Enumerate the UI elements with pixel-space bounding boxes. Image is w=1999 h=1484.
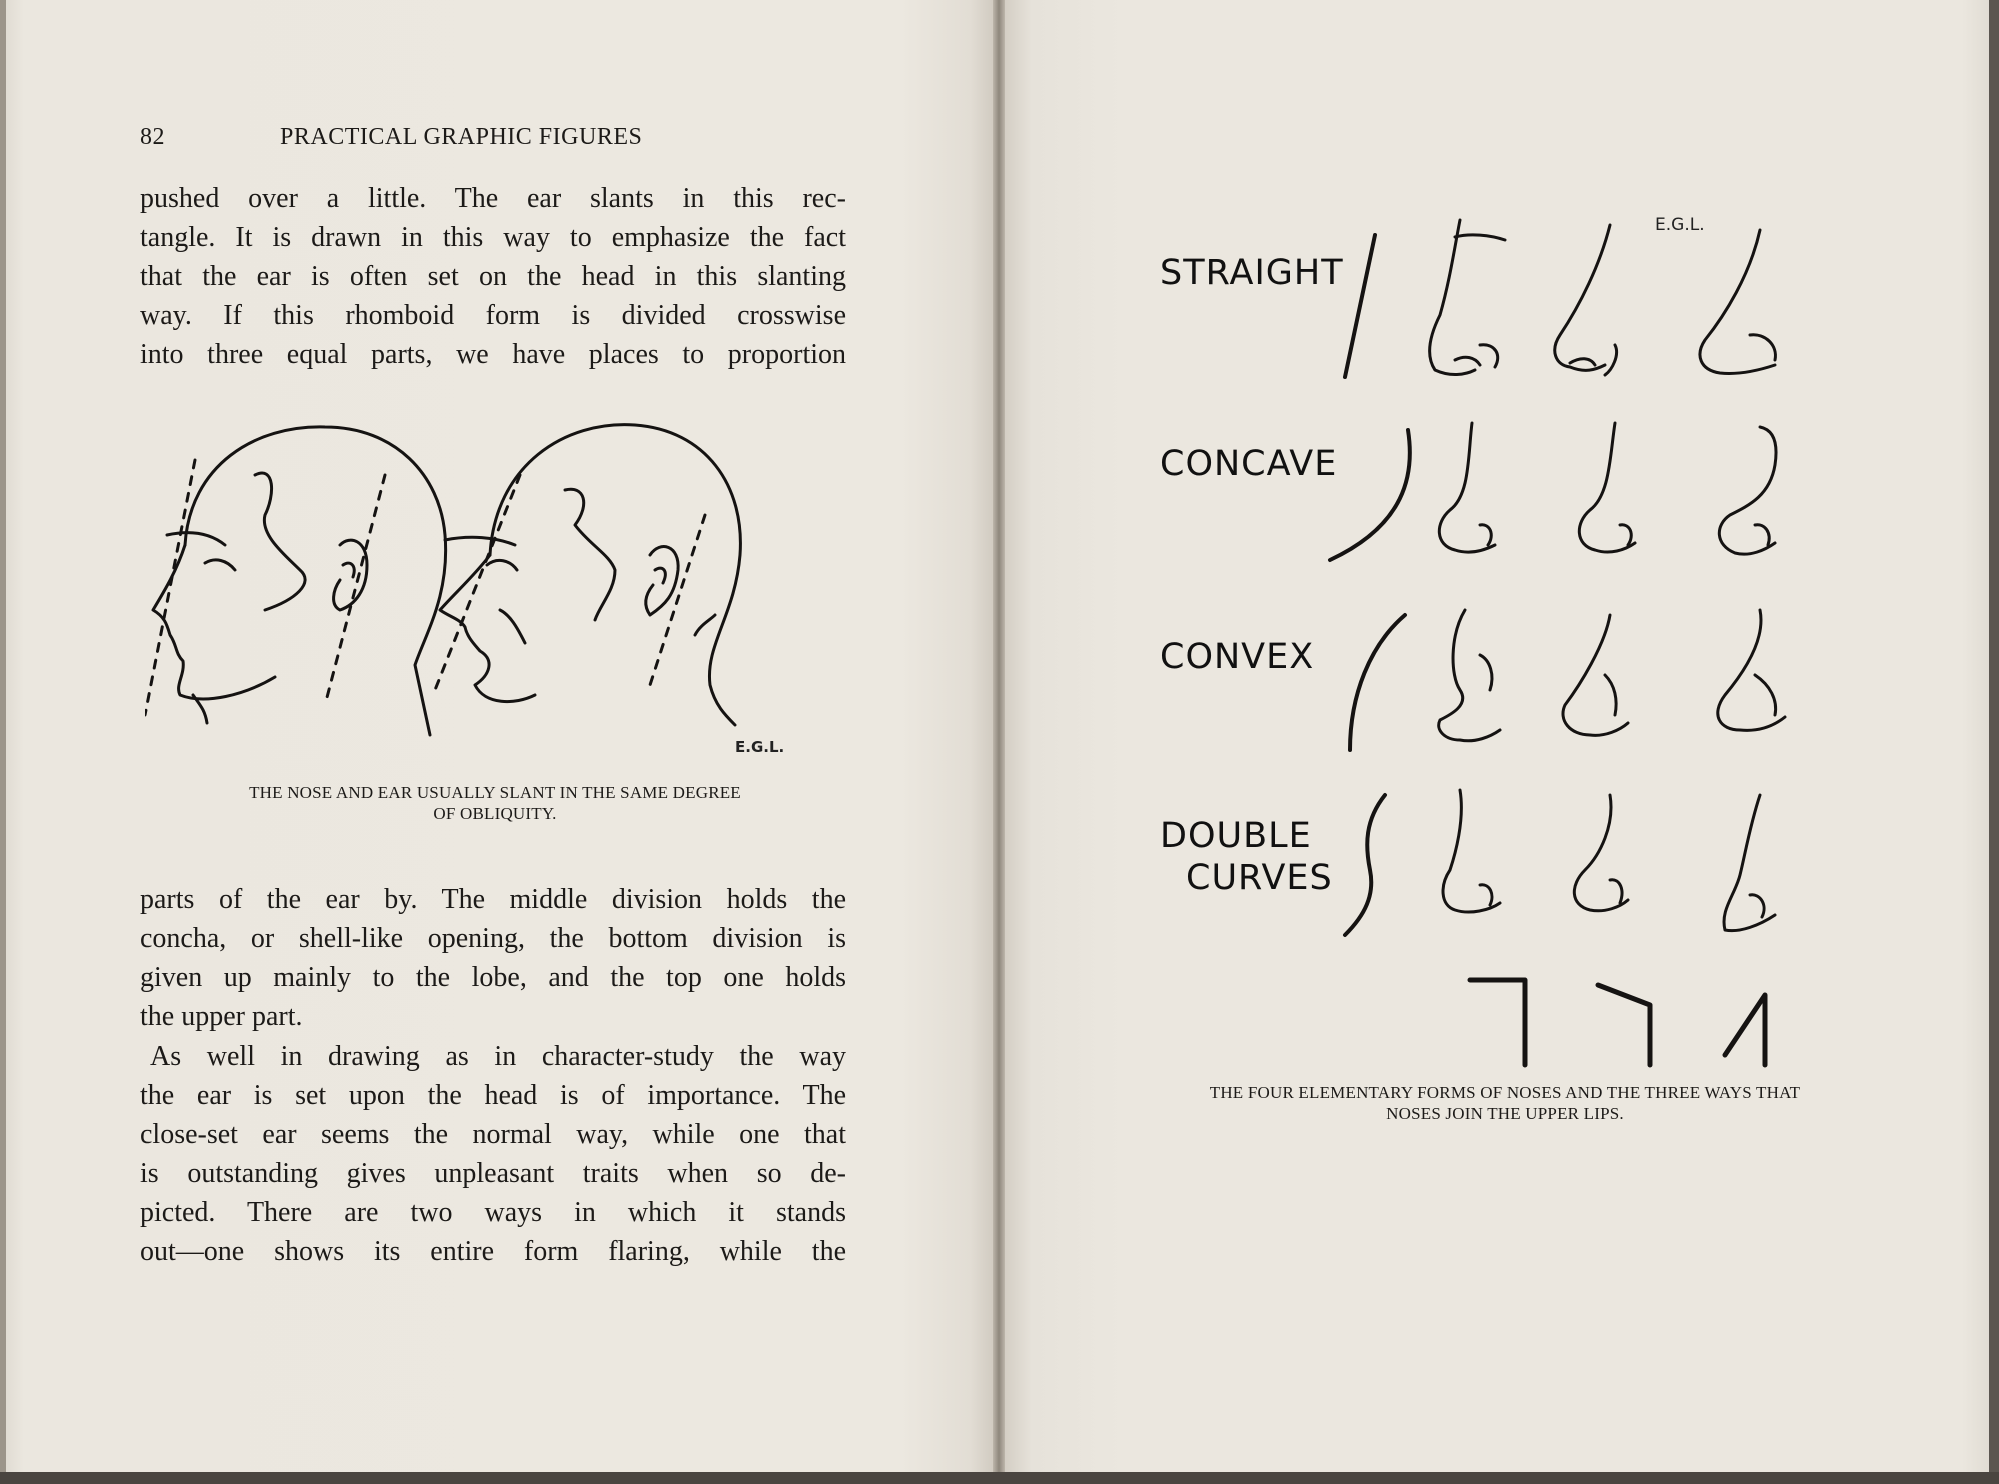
running-head: [140, 124, 720, 158]
paragraph-2: [140, 880, 846, 1036]
label-double-line-1: DOUBLE: [1160, 816, 1312, 856]
figure-caption-left: [150, 782, 840, 824]
head-profile-1: [145, 427, 446, 735]
text-line: pushed over a little. The ear slants in this rec-: [140, 183, 846, 214]
caption-line: THE NOSE AND EAR USUALLY SLANT IN THE SAME DEGREE: [249, 783, 741, 802]
caption-line: NOSES JOIN THE UPPER LIPS.: [1386, 1104, 1624, 1123]
text-line: given up mainly to the lobe, and the top one holds: [140, 962, 846, 993]
left-page-edge: [0, 0, 6, 1484]
paragraph-1: [140, 179, 846, 374]
illustrator-signature-left: E.G.L.: [735, 738, 785, 756]
text-line: into three equal parts, we have places to proportion: [140, 339, 846, 370]
text-line: the ear is set upon the head is of importance. The: [140, 1080, 846, 1111]
text-line: picted. There are two ways in which it stands: [140, 1197, 846, 1228]
head-profile-2: [435, 425, 740, 725]
row-double-curves: [1345, 790, 1775, 935]
illustrator-signature-right: E.G.L.: [1655, 215, 1705, 235]
book-gutter: [993, 0, 1005, 1484]
row-straight: [1345, 220, 1775, 377]
label-concave: CONCAVE: [1160, 444, 1338, 484]
label-straight: STRAIGHT: [1160, 253, 1344, 293]
text-line: As well in drawing as in character-study the way: [150, 1041, 846, 1072]
bottom-edge: [0, 1472, 1999, 1484]
right-page-edge: [1989, 0, 1999, 1484]
text-line: that the ear is often set on the head in this slanting: [140, 261, 846, 292]
paragraph-3: [140, 1037, 846, 1271]
label-convex: CONVEX: [1160, 637, 1315, 677]
row-concave: [1330, 423, 1776, 560]
text-line: out—one shows its entire form flaring, while the: [140, 1236, 846, 1267]
text-line: tangle. It is drawn in this way to emphasize the fact: [140, 222, 846, 253]
text-line: is outstanding gives unpleasant traits when so de-: [140, 1158, 846, 1189]
figure-caption-right: [1140, 1082, 1870, 1124]
caption-line: THE FOUR ELEMENTARY FORMS OF NOSES AND THE THREE WAYS THAT: [1209, 1083, 1801, 1102]
text-line: way. If this rhomboid form is divided crosswise: [140, 300, 846, 331]
text-line: the upper part.: [140, 1001, 303, 1032]
caption-line: OF OBLIQUITY.: [433, 804, 557, 823]
nose-forms-illustration: [1150, 205, 1870, 1075]
running-title: PRACTICAL GRAPHIC FIGURES: [280, 124, 643, 150]
text-line: concha, or shell-like opening, the bottom division is: [140, 923, 846, 954]
label-double-line-2: CURVES: [1186, 858, 1333, 898]
text-line: close-set ear seems the normal way, while one that: [140, 1119, 846, 1150]
row-lip-junctions: [1470, 980, 1765, 1065]
heads-illustration: [145, 405, 845, 775]
text-line: parts of the ear by. The middle division holds the: [140, 884, 846, 915]
page-number: 82: [140, 124, 165, 150]
row-convex: [1350, 610, 1785, 750]
